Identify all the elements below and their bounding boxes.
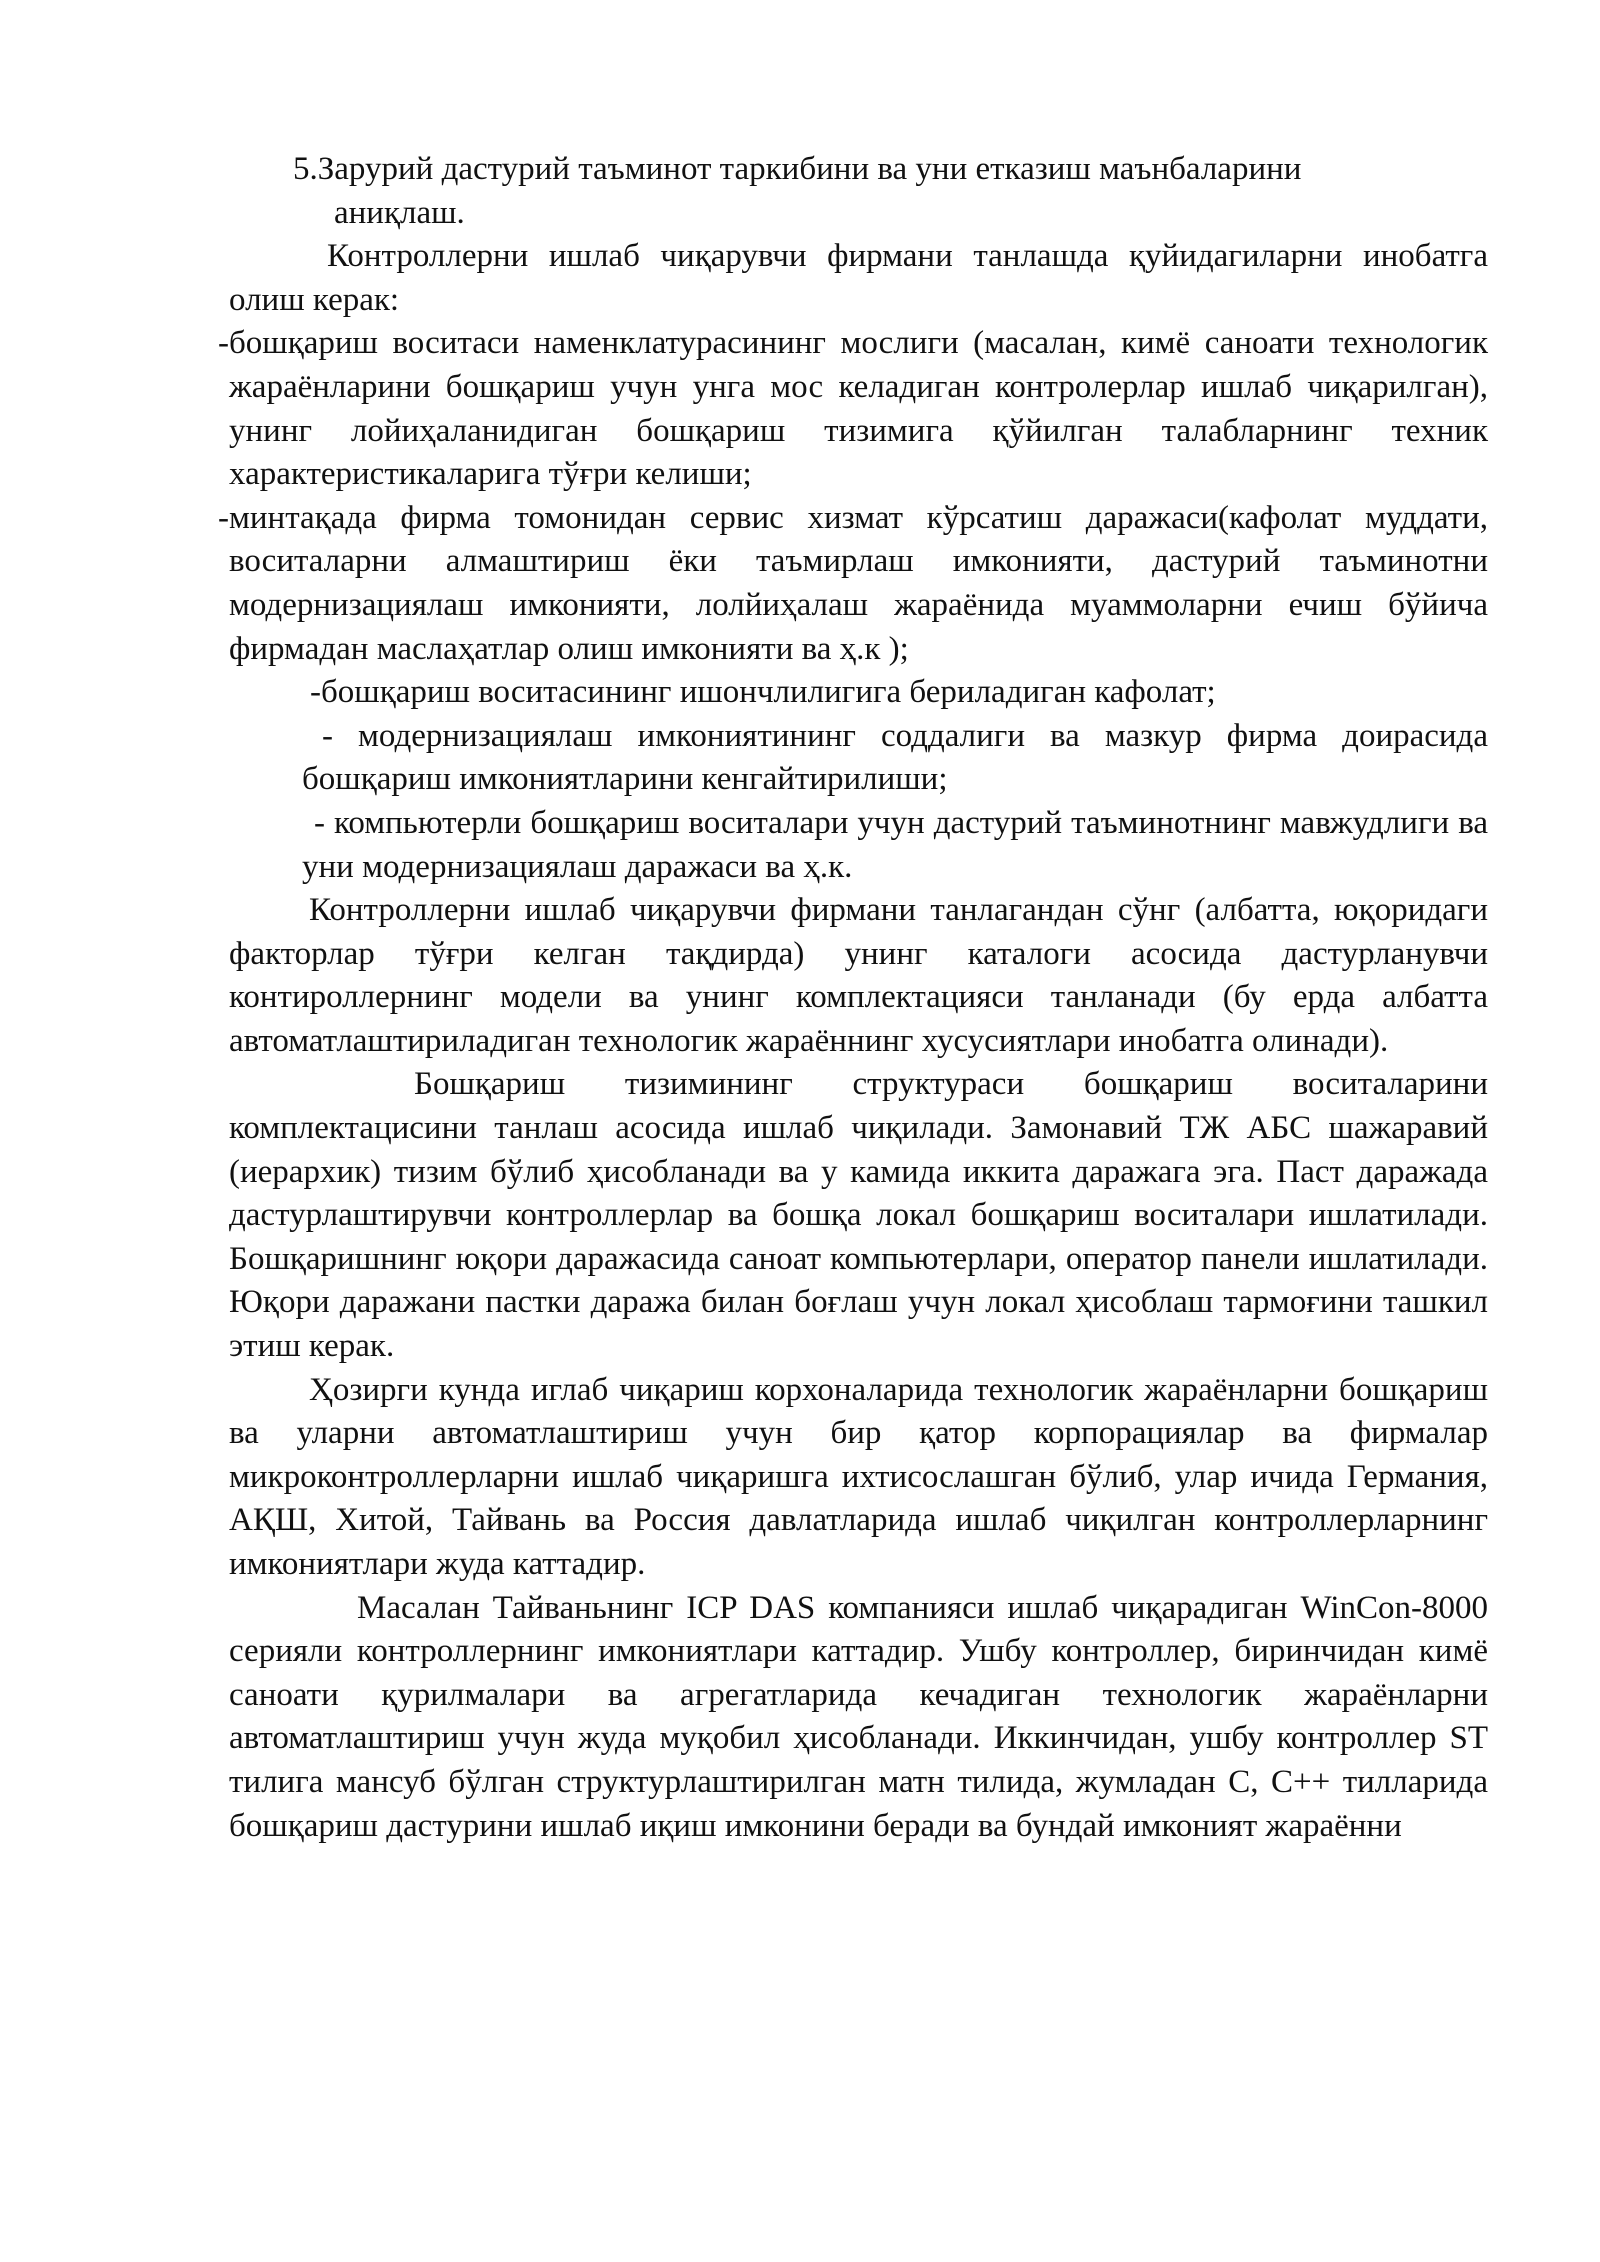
paragraph-body: Ҳозирги кунда иглаб чиқариш корхоналарида технологик жараёнларни бошқариш ва уларни автоматлаштириш учун бир қатор корпорациялар ва фирмалар микроконтроллерларни ишлаб чиқаришга ихтисослашган бўлиб, улар ичида Германия, АҚШ, Хитой, Тайвань ва Россия давлатларида ишлаб чиқилган контроллерларнинг имкониятлари жуда каттадир. [229, 1371, 1488, 1582]
list-item: -бошқариш воситаси наменклатурасининг мослиги (масалан, кимё саноати технологик жараёнларини бошқариш учун унга мос келадиган контролерлар ишлаб чиқарилган), унинг лойиҳаланидиган бошқариш тизимига қўйилган талабларнинг техник характеристикаларига тўғри келиши; [218, 325, 1488, 493]
paragraph-body: Масалан Тайваньнинг ICP DAS компанияси ишлаб чиқарадиган WinCon-8000 серияли контроллернинг имкониятлари каттадир. Ушбу контроллер, биринчидан кимё саноати қурилмалари ва агрегатларида кечадиган технологик жараёнларни автоматлаштириш учун жуда муқобил ҳисобланади. Иккинчидан, ушбу контроллер ST тилига мансуб бўлган структурлаштирилган матн тилида, жумладан С, С++ тилларида бошқариш дастурини ишлаб иқиш имконини беради ва бундай имконият жараённи [229, 1589, 1488, 1844]
paragraph-body: Контроллерни ишлаб чиқарувчи фирмани танлагандан сўнг (албатта, юқоридаги факторлар тўғри келган тақдирда) унинг каталоги асосида дастурланувчи контироллернинг модели ва унинг комплектацияси танланади (бу ерда албатта автоматлаштириладиган технологик жараённинг хусусиятлари инобатга олинади). [229, 892, 1488, 1059]
list-item: - компьютерли бошқариш воситалари учун дастурий таъминотнинг мавжудлиги ва уни модернизациялаш даражаси ва ҳ.к. [302, 804, 1488, 885]
list-item: -бошқариш воситасининг ишончлилигига бериладиган кафолат; [310, 674, 1216, 711]
list-item: -минтақада фирма томонидан сервис хизмат кўрсатиш даражаси(кафолат муддати, воситаларни алмаштириш ёки таъмирлаш имконияти, дастурий таъминотни модернизациялаш имконияти, лолйиҳалаш жараёнида муаммоларни ечиш бўйича фирмадан маслаҳатлар олиш имконияти ва ҳ.к ); [218, 499, 1488, 667]
list-item: - модернизациялаш имкониятининг соддалиги ва мазкур фирма доирасида бошқариш имкониятларини кенгайтирилиши; [302, 717, 1488, 798]
section-heading [229, 148, 1488, 235]
paragraph-intro: Контроллерни ишлаб чиқарувчи фирмани танлашда қуйидагиларни инобатга олиш керак: [229, 238, 1488, 318]
heading-line-2: аниқлаш. [334, 194, 465, 231]
heading-line-1: 5.Зарурий дастурий таъминот таркибини ва уни етказиш маънбаларини [293, 151, 1302, 187]
paragraph-body: Бошқариш тизимининг структураси бошқариш воситаларини комплектацисини танлаш асосида ишлаб чиқилади. Замонавий ТЖ АБС шажаравий (иерархик) тизим бўлиб ҳисобланади ва у камида иккита даражага эга. Паст даражада дастурлаштирувчи контроллерлар ва бошқа локал бошқариш воситалари ишлатилади. Бошқаришнинг юқори даражасида саноат компьютерлари, оператор панели ишлатилади. Юқори даражани пастки даража билан боғлаш учун локал ҳисоблаш тармоғини ташкил этиш керак. [229, 1066, 1488, 1365]
document-page [218, 148, 1488, 1848]
